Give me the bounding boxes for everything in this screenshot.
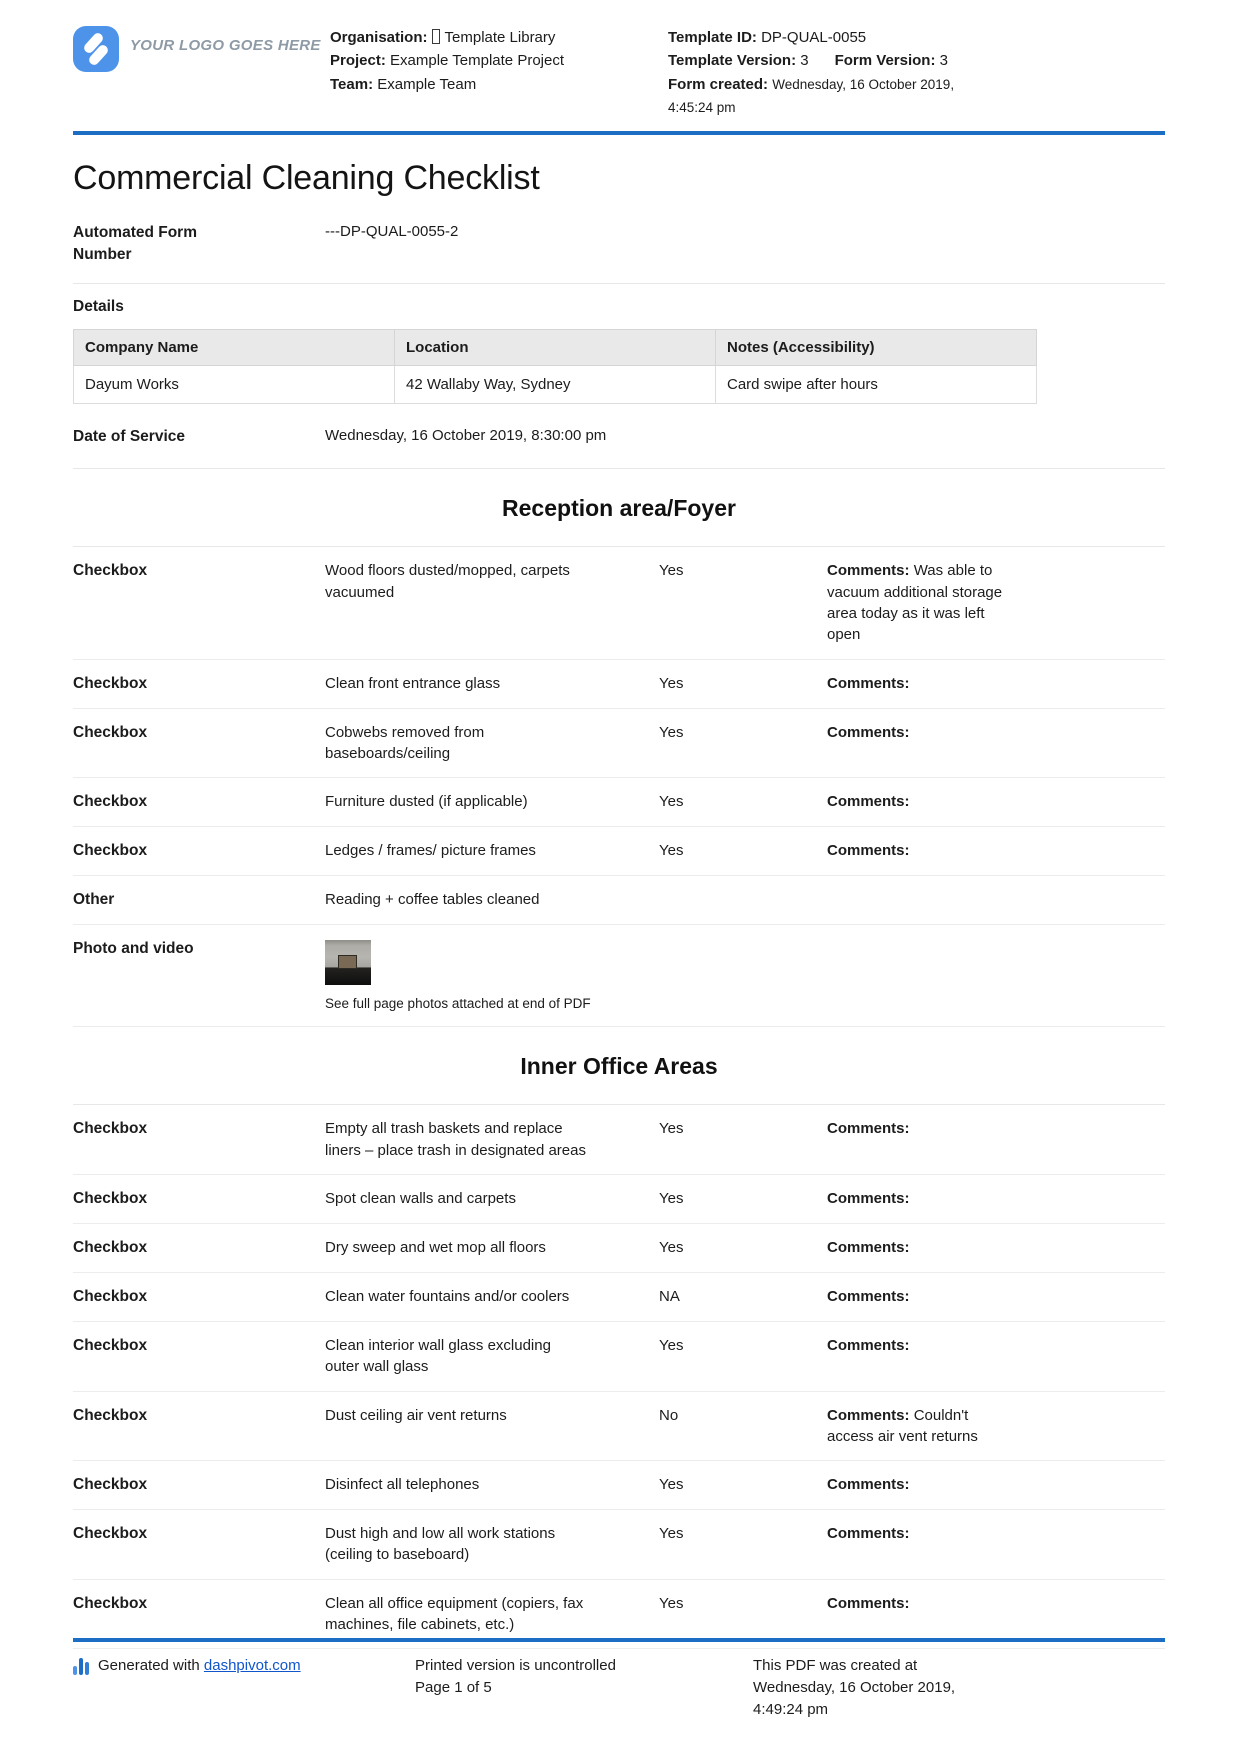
photo-caption: See full page photos attached at end of PDF	[325, 996, 591, 1012]
footer-center	[415, 1655, 753, 1720]
photo-thumbnail	[325, 940, 371, 985]
checklist-row	[73, 827, 1165, 876]
row-type-label: Checkbox	[73, 562, 148, 580]
row-answer	[659, 889, 827, 911]
row-answer: Yes	[659, 1594, 684, 1612]
row-type-label: Checkbox	[73, 1336, 148, 1354]
row-description: Clean water fountains and/or coolers	[325, 1287, 570, 1305]
checklist-row	[73, 660, 1165, 709]
form-version-value: 3	[939, 52, 948, 70]
date-of-service-value: Wednesday, 16 October 2019, 8:30:00 pm	[325, 426, 607, 444]
row-comments: Comments:	[827, 674, 910, 692]
row-comments: Comments:	[827, 1287, 910, 1305]
row-type-label: Checkbox	[73, 723, 148, 741]
template-id-value: DP-QUAL-0055	[761, 29, 867, 46]
project-value: Example Template Project	[390, 52, 565, 70]
row-type-label: Checkbox	[73, 1406, 148, 1424]
page-number: Page 1 of 5	[415, 1678, 492, 1696]
row-description: Ledges / frames/ picture frames	[325, 842, 536, 860]
logo-placeholder-text: YOUR LOGO GOES HERE	[130, 37, 321, 54]
checklist-row	[73, 1224, 1165, 1273]
row-comments: Comments:	[827, 1120, 910, 1138]
row-description: Reading + coffee tables cleaned	[325, 891, 540, 909]
page-header	[73, 26, 1165, 119]
checklist-row	[73, 925, 1165, 1027]
template-version-label: Template Version:	[668, 52, 797, 70]
checklist-row	[73, 1392, 1165, 1462]
row-comments: Comments: Couldn't access air vent returns	[827, 1406, 978, 1445]
row-comments: Comments:	[827, 793, 910, 811]
checklist-row	[73, 1175, 1165, 1224]
header-meta-left	[330, 26, 668, 96]
dashpivot-link[interactable]: dashpivot.com	[203, 1657, 301, 1674]
row-description: Dry sweep and wet mop all floors	[325, 1238, 546, 1256]
row-answer: No	[659, 1406, 679, 1424]
team-line	[330, 73, 668, 96]
row-answer: Yes	[659, 1476, 684, 1494]
checklist-row	[73, 709, 1165, 779]
form-number-row	[73, 214, 1165, 284]
organisation-label: Organisation:	[330, 29, 428, 46]
row-comments: Comments: Was able to vacuum additional storage area today as it was left open	[827, 562, 1003, 644]
row-answer: Yes	[659, 793, 684, 811]
details-section	[73, 284, 1165, 412]
template-version-value: 3	[800, 52, 809, 70]
date-of-service-row	[73, 412, 1165, 469]
checklist-row	[73, 547, 1165, 659]
row-type-label: Checkbox	[73, 1189, 148, 1207]
details-column-header: Company Name	[74, 329, 395, 365]
row-comments: Comments:	[827, 1336, 910, 1354]
row-description: Spot clean walls and carpets	[325, 1189, 516, 1207]
organisation-value: Template Library	[444, 29, 556, 46]
checklist-row	[73, 1273, 1165, 1322]
missing-glyph-box	[432, 29, 440, 44]
details-cell: Dayum Works	[74, 365, 395, 403]
dashpivot-bars-icon	[73, 1657, 89, 1675]
organisation-line	[330, 26, 668, 49]
checklist-row	[73, 1322, 1165, 1392]
form-created-value: Wednesday, 16 October 2019, 4:45:24 pm	[668, 76, 955, 115]
row-type-label: Checkbox	[73, 842, 148, 860]
row-type-label: Checkbox	[73, 1476, 148, 1494]
page-footer	[73, 1638, 1165, 1720]
row-type-label: Checkbox	[73, 793, 148, 811]
details-column-header: Location	[395, 329, 716, 365]
details-table	[73, 329, 1037, 404]
form-created-label: Form created:	[668, 75, 769, 93]
details-cell: 42 Wallaby Way, Sydney	[395, 365, 716, 403]
team-value: Example Team	[377, 75, 477, 93]
row-description: Furniture dusted (if applicable)	[325, 793, 528, 811]
row-type-label: Checkbox	[73, 1594, 148, 1612]
details-data-row	[74, 365, 1037, 403]
form-created-line	[668, 73, 1002, 120]
row-answer: NA	[659, 1287, 680, 1305]
details-heading: Details	[73, 297, 124, 315]
checklist-row	[73, 1510, 1165, 1580]
row-answer: Yes	[659, 842, 684, 860]
logo	[73, 26, 330, 72]
checklist-sections	[73, 469, 1165, 1649]
row-description: Clean all office equipment (copiers, fax machines, file cabinets, etc.)	[325, 1594, 584, 1634]
row-answer: Yes	[659, 1336, 684, 1354]
section-heading: Inner Office Areas	[73, 1027, 1165, 1105]
details-cell: Card swipe after hours	[716, 365, 1037, 403]
uncontrolled-note: Printed version is uncontrolled	[415, 1657, 616, 1674]
form-version-label: Form Version:	[834, 52, 936, 70]
row-description: Empty all trash baskets and replace liners – place trash in designated areas	[325, 1120, 586, 1159]
section-heading: Reception area/Foyer	[73, 469, 1165, 547]
row-comments: Comments:	[827, 1525, 910, 1543]
checklist-row	[73, 1105, 1165, 1175]
row-comments	[827, 889, 1035, 911]
date-of-service-label: Date of Service	[73, 427, 185, 445]
form-number-label: Automated Form Number	[73, 224, 197, 264]
header-meta-right	[668, 26, 1002, 119]
row-answer: Yes	[659, 674, 684, 692]
row-comments	[827, 938, 1035, 1013]
template-id-label: Template ID:	[668, 29, 757, 46]
row-comments: Comments:	[827, 1476, 910, 1494]
row-type-label: Checkbox	[73, 674, 148, 692]
row-description: Clean front entrance glass	[325, 674, 501, 692]
checklist-row	[73, 778, 1165, 827]
form-number-value: ---DP-QUAL-0055-2	[325, 223, 459, 240]
details-column-header: Notes (Accessibility)	[716, 329, 1037, 365]
row-description: Dust high and low all work stations (ceiling to baseboard)	[325, 1525, 556, 1564]
row-comments: Comments:	[827, 723, 910, 741]
row-answer	[659, 938, 827, 1013]
row-answer: Yes	[659, 1189, 684, 1207]
project-label: Project:	[330, 52, 386, 70]
row-description: Clean interior wall glass excluding outer wall glass	[325, 1336, 551, 1376]
logo-mark-icon	[73, 26, 119, 72]
row-answer: Yes	[659, 723, 684, 741]
row-answer: Yes	[659, 1120, 684, 1138]
page-title: Commercial Cleaning Checklist	[73, 159, 540, 197]
footer-created: This PDF was created at Wednesday, 16 October 2019, 4:49:24 pm	[753, 1657, 956, 1718]
row-answer: Yes	[659, 1525, 684, 1543]
row-answer: Yes	[659, 1238, 684, 1256]
details-header-row	[74, 329, 1037, 365]
row-description: Disinfect all telephones	[325, 1476, 480, 1494]
row-type-label: Checkbox	[73, 1525, 148, 1543]
row-comments: Comments:	[827, 1594, 910, 1612]
checklist-row	[73, 876, 1165, 925]
row-type-label: Photo and video	[73, 940, 194, 958]
row-type-label: Checkbox	[73, 1238, 148, 1256]
row-type-label: Other	[73, 891, 115, 909]
row-type-label: Checkbox	[73, 1287, 148, 1305]
row-type-label: Checkbox	[73, 1120, 148, 1138]
row-comments: Comments:	[827, 1238, 910, 1256]
project-line	[330, 49, 668, 72]
template-id-line	[668, 26, 1002, 49]
row-description: Cobwebs removed from baseboards/ceiling	[325, 723, 485, 762]
checklist-row	[73, 1461, 1165, 1510]
row-description: Wood floors dusted/mopped, carpets vacuumed	[325, 562, 570, 601]
team-label: Team:	[330, 75, 374, 93]
row-description: Dust ceiling air vent returns	[325, 1406, 507, 1424]
header-divider-rule	[73, 131, 1165, 135]
row-description	[325, 938, 659, 1013]
version-line	[668, 49, 1002, 72]
generated-text: Generated with dashpivot.com	[98, 1657, 301, 1674]
row-answer: Yes	[659, 562, 684, 580]
footer-generated	[73, 1655, 415, 1720]
row-comments: Comments:	[827, 1189, 910, 1207]
row-comments: Comments:	[827, 842, 910, 860]
